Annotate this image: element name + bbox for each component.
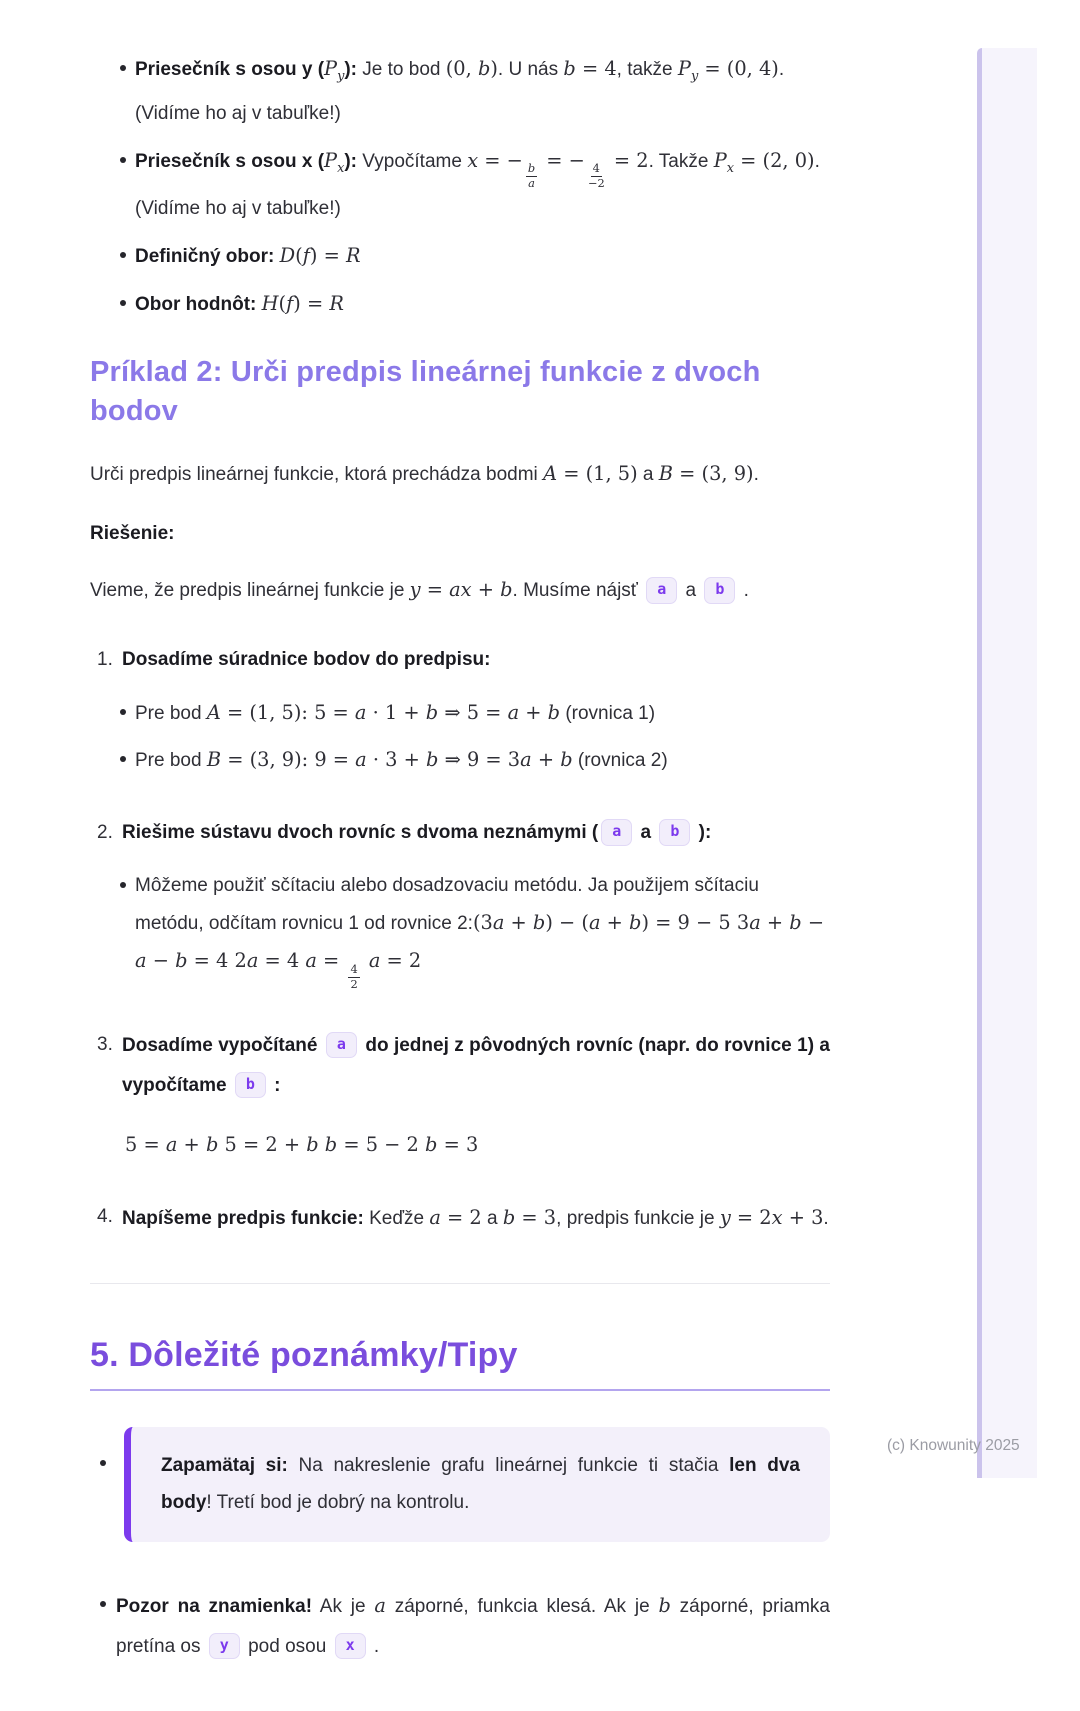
bullet-dot-icon — [120, 709, 126, 715]
math-run: + — [600, 911, 630, 935]
text-run: . — [738, 580, 749, 602]
step-title — [122, 641, 830, 678]
math-run: P — [324, 148, 338, 172]
math-run: − — [146, 949, 176, 973]
math-run: = 3 — [437, 1132, 479, 1156]
text-run: Pre bod — [135, 703, 207, 725]
text-run: , takže — [616, 59, 678, 80]
next-page-edge-strip — [977, 48, 1037, 1478]
math-run: ⇒ 9 = 3 — [438, 748, 521, 772]
text-run: Je to bod — [357, 59, 446, 80]
math-run: B — [658, 462, 673, 486]
intro-paragraph — [90, 571, 830, 609]
callout-text — [161, 1447, 800, 1521]
task-paragraph — [90, 455, 830, 493]
math-run: a — [165, 1132, 178, 1156]
step-item-3 — [97, 1026, 830, 1172]
section-heading: 5. Dôležité poznámky/Tipy — [90, 1335, 518, 1374]
text-run: a — [680, 580, 702, 602]
text-run: a — [635, 822, 657, 844]
math-run: a — [520, 748, 532, 772]
list-item — [120, 142, 830, 228]
math-run: b — [477, 57, 491, 80]
math-run: ) — [490, 57, 498, 80]
math-run: · 3 + — [366, 748, 427, 772]
math-run: b — [324, 1132, 338, 1156]
math-run: P — [713, 148, 727, 172]
list-item — [120, 694, 830, 732]
bullet-text — [135, 285, 830, 323]
math-run: ( — [278, 292, 287, 316]
math-run: = (0, 4) — [698, 57, 779, 80]
math-run: + — [519, 701, 548, 725]
text-run: Napíšeme predpis funkcie: — [122, 1207, 370, 1229]
math-run: x — [337, 160, 345, 176]
text-run: záporné, priamka pretína os — [116, 1595, 831, 1657]
math-run: f — [286, 292, 294, 316]
math-run: b — [500, 578, 513, 602]
math-run: b — [629, 911, 642, 935]
text-run: Na nakreslenie grafu lineárnej funkcie ti stačia — [287, 1454, 730, 1476]
math-run: + — [760, 911, 790, 935]
step-item-4 — [97, 1198, 830, 1239]
text-run: Dosadíme súradnice bodov do predpisu: — [122, 649, 491, 671]
list-item — [120, 867, 830, 991]
text-run: Môžeme použiť sčítaciu alebo dosadzovaciu metódu. Ja použijem sčítaciu metódu, odčítam rovnicu 1 od rovnice 2: — [135, 875, 759, 935]
math-run: ) = — [293, 292, 330, 316]
step-title — [122, 1026, 830, 1106]
step-title — [122, 814, 830, 851]
bullet-text — [135, 50, 830, 132]
math-run: = (1, 5) — [557, 462, 638, 486]
math-run: a — [246, 949, 259, 973]
bullet-text — [135, 694, 830, 732]
math-run: = (3, 9): 9 = — [221, 748, 356, 772]
math-run: P — [677, 57, 691, 80]
text-run: Obor hodnôt: — [135, 294, 262, 316]
math-run: R — [345, 244, 361, 268]
step-item-2 — [97, 814, 830, 1000]
inline-code-chip: a — [601, 819, 632, 845]
math-run: b — [175, 949, 188, 973]
math-run: ( — [295, 244, 303, 268]
example-heading: Príklad 2: Urči predpis lineárnej funkcie z dvoch bodov — [90, 356, 761, 428]
text-run: Ak je — [312, 1595, 375, 1617]
math-run: a — [135, 949, 147, 973]
math-run: A — [543, 462, 558, 486]
bullet-dot-icon — [120, 756, 126, 762]
text-run: . — [823, 1207, 829, 1229]
heading-underline — [90, 1389, 830, 1391]
text-run: pod osou — [242, 1635, 332, 1657]
math-run: (0, — [445, 57, 478, 80]
math-run: · 1 + — [366, 701, 426, 725]
math-run: f — [302, 244, 310, 268]
list-item — [100, 1586, 830, 1667]
text-run: . — [368, 1635, 380, 1657]
text-run: ): — [344, 150, 357, 172]
properties-bullet-list — [90, 50, 830, 323]
inline-code-chip: b — [704, 577, 735, 603]
step-number: 3. — [97, 1033, 113, 1055]
math-run: (2, 0) — [762, 148, 815, 172]
list-item — [120, 237, 830, 275]
text-run: ! Tretí bod je dobrý na kontrolu. — [206, 1491, 470, 1513]
fraction: $\frac{b}{a}$ — [527, 161, 536, 190]
bullet-dot-icon — [120, 252, 126, 258]
math-run: = 4 2 — [187, 949, 247, 973]
math-run: 3 — [736, 911, 750, 935]
step-title — [122, 1198, 830, 1239]
text-run: , predpis funkcie je — [556, 1207, 720, 1229]
math-run: a — [507, 701, 520, 725]
math-run: a — [429, 1205, 441, 1229]
math-run: 5 = 2 + — [218, 1132, 307, 1156]
math-run: D — [279, 244, 296, 268]
text-run: . (Vidíme ho aj v tabuľke!) — [135, 150, 820, 220]
list-item — [120, 285, 830, 323]
bullet-text — [135, 867, 830, 991]
text-run: Definičný obor: — [135, 246, 280, 268]
text-run: Zapamätaj si: — [161, 1454, 288, 1476]
text-run: (rovnica 2) — [572, 750, 668, 772]
math-run: + — [471, 578, 501, 602]
math-run: b — [789, 911, 802, 935]
math-run: a — [354, 701, 367, 725]
math-run: = − — [540, 148, 585, 172]
text-run: Vieme, že predpis lineárnej funkcie je — [90, 580, 410, 602]
math-run: b — [426, 748, 439, 772]
math-run: = 2 — [440, 1205, 482, 1229]
math-run: = 2 — [607, 148, 649, 172]
math-run: a — [492, 911, 505, 935]
sub-bullet-list — [122, 694, 830, 779]
text-run: Riešime sústavu dvoch rovníc s dvoma neznámymi ( — [122, 822, 599, 844]
math-run: b — [560, 748, 573, 772]
copyright-watermark: (c) Knowunity 2025 — [887, 1437, 1020, 1454]
bullet-text — [135, 237, 830, 275]
text-run: Priesečník s osou x ( — [135, 150, 325, 172]
list-item — [120, 50, 830, 132]
bullet-dot-icon — [120, 300, 126, 306]
inline-code-chip: b — [659, 819, 690, 845]
sub-bullet-list — [122, 867, 830, 991]
fraction: $\frac{4}{-2}$ — [587, 161, 605, 190]
math-run: a — [374, 1593, 386, 1617]
math-run: b — [425, 701, 439, 725]
text-run: . U nás — [497, 59, 564, 80]
math-run: y — [337, 68, 345, 84]
text-run: Keďže — [369, 1207, 430, 1229]
math-run: = 5 − 2 — [337, 1132, 426, 1156]
math-run: = (1, 5): 5 = — [220, 701, 355, 725]
text-run: (rovnica 1) — [560, 703, 656, 725]
math-run: B — [206, 748, 222, 772]
text-run: : — [268, 1074, 281, 1096]
list-item — [100, 1427, 830, 1542]
math-run: b — [425, 1132, 438, 1156]
math-run: = − — [478, 148, 523, 172]
text-run: záporné, funkcia klesá. Ak je — [385, 1595, 659, 1617]
math-run: R — [329, 292, 344, 316]
step-number: 4. — [97, 1205, 113, 1227]
math-run: ax — [449, 578, 472, 602]
solution-steps-list — [90, 641, 830, 1239]
step-number: 1. — [97, 649, 113, 671]
math-run: x — [726, 160, 735, 176]
math-run: ) − ( — [545, 911, 589, 935]
text-run: a — [481, 1207, 503, 1229]
math-run: ) = 9 − 5 — [641, 911, 737, 935]
math-run: x — [467, 148, 479, 172]
text-run: Dosadíme vypočítané — [122, 1034, 323, 1056]
bullet-dot-icon — [120, 882, 126, 888]
math-run: b — [563, 57, 576, 80]
math-run: ) = — [309, 244, 346, 268]
text-run: ): — [693, 822, 712, 844]
bullet-text — [135, 142, 830, 228]
inline-code-chip: y — [209, 1633, 240, 1659]
list-item — [120, 741, 830, 779]
text-run: len dva body — [161, 1454, 800, 1513]
math-run: = (3, 9) — [672, 462, 754, 486]
step-number: 2. — [97, 822, 113, 844]
inline-code-chip: a — [326, 1032, 357, 1058]
math-run: − — [801, 911, 825, 935]
math-run: (3 — [472, 911, 493, 935]
math-run: b — [502, 1205, 516, 1229]
text-run: Urči predpis lineárnej funkcie, ktorá prechádza bodmi — [90, 464, 544, 486]
math-run: y — [409, 578, 421, 602]
math-run: = 2 — [730, 1205, 772, 1229]
math-run: = 2 — [380, 949, 422, 973]
math-run: a — [749, 911, 761, 935]
math-run: = 3 — [515, 1205, 557, 1229]
math-run: + 3 — [782, 1205, 824, 1229]
math-run: = — [316, 949, 346, 973]
bullet-dot-icon — [100, 1460, 106, 1466]
text-run: . — [753, 464, 759, 486]
math-run: y — [690, 68, 699, 84]
math-run: a — [305, 949, 317, 973]
math-run: + — [177, 1132, 206, 1156]
math-run: b — [205, 1132, 219, 1156]
math-run: a — [355, 748, 367, 772]
math-run: a — [368, 949, 381, 973]
bullet-dot-icon — [120, 157, 126, 163]
text-run: ): — [344, 59, 358, 80]
math-run: ⇒ 5 = — [438, 701, 508, 725]
math-run: A — [206, 701, 221, 725]
solution-label: Riešenie: — [90, 523, 175, 545]
text-run: Vypočítame — [357, 150, 468, 172]
step-item-1 — [97, 641, 830, 788]
text-run: a — [637, 464, 659, 486]
math-run: b — [532, 911, 546, 935]
bullet-text — [135, 741, 830, 779]
text-run: do jednej z pôvodných rovníc (napr. do rovnice 1) a vypočítame — [122, 1034, 830, 1096]
inline-code-chip: a — [646, 577, 677, 603]
math-run: b — [658, 1593, 671, 1617]
math-run: x — [771, 1205, 783, 1229]
document-content — [90, 50, 830, 1711]
text-run: Pre bod — [135, 750, 207, 772]
math-run: P — [324, 57, 338, 80]
math-run: = — [734, 148, 763, 172]
math-run: + — [504, 911, 533, 935]
bullet-text — [116, 1586, 830, 1667]
math-run: = 4 — [575, 57, 617, 80]
section-divider — [90, 1283, 830, 1284]
math-run: = 4 — [258, 949, 306, 973]
fraction: $\frac{4}{2}$ — [350, 962, 358, 991]
math-run: + — [531, 748, 561, 772]
math-run: a — [588, 911, 601, 935]
equation-line — [125, 1126, 830, 1164]
text-run: Pozor na znamienka! — [116, 1595, 313, 1617]
math-run: 5 = — [125, 1132, 166, 1156]
math-run: H — [261, 292, 279, 316]
notes-bullet-list — [90, 1427, 830, 1667]
math-run: = — [420, 578, 450, 602]
math-run: b — [306, 1132, 319, 1156]
math-run: b — [547, 701, 561, 725]
text-run: . (Vidíme ho aj v tabuľke!) — [135, 59, 785, 124]
bullet-dot-icon — [120, 65, 126, 71]
tip-callout — [124, 1427, 830, 1542]
text-run: Priesečník s osou y ( — [135, 59, 325, 80]
inline-code-chip: x — [335, 1633, 366, 1659]
text-run: . Musíme nájsť — [512, 580, 644, 602]
text-run: . Takže — [648, 150, 714, 172]
math-run: y — [719, 1205, 731, 1229]
inline-code-chip: b — [235, 1072, 266, 1098]
bullet-dot-icon — [100, 1601, 106, 1607]
